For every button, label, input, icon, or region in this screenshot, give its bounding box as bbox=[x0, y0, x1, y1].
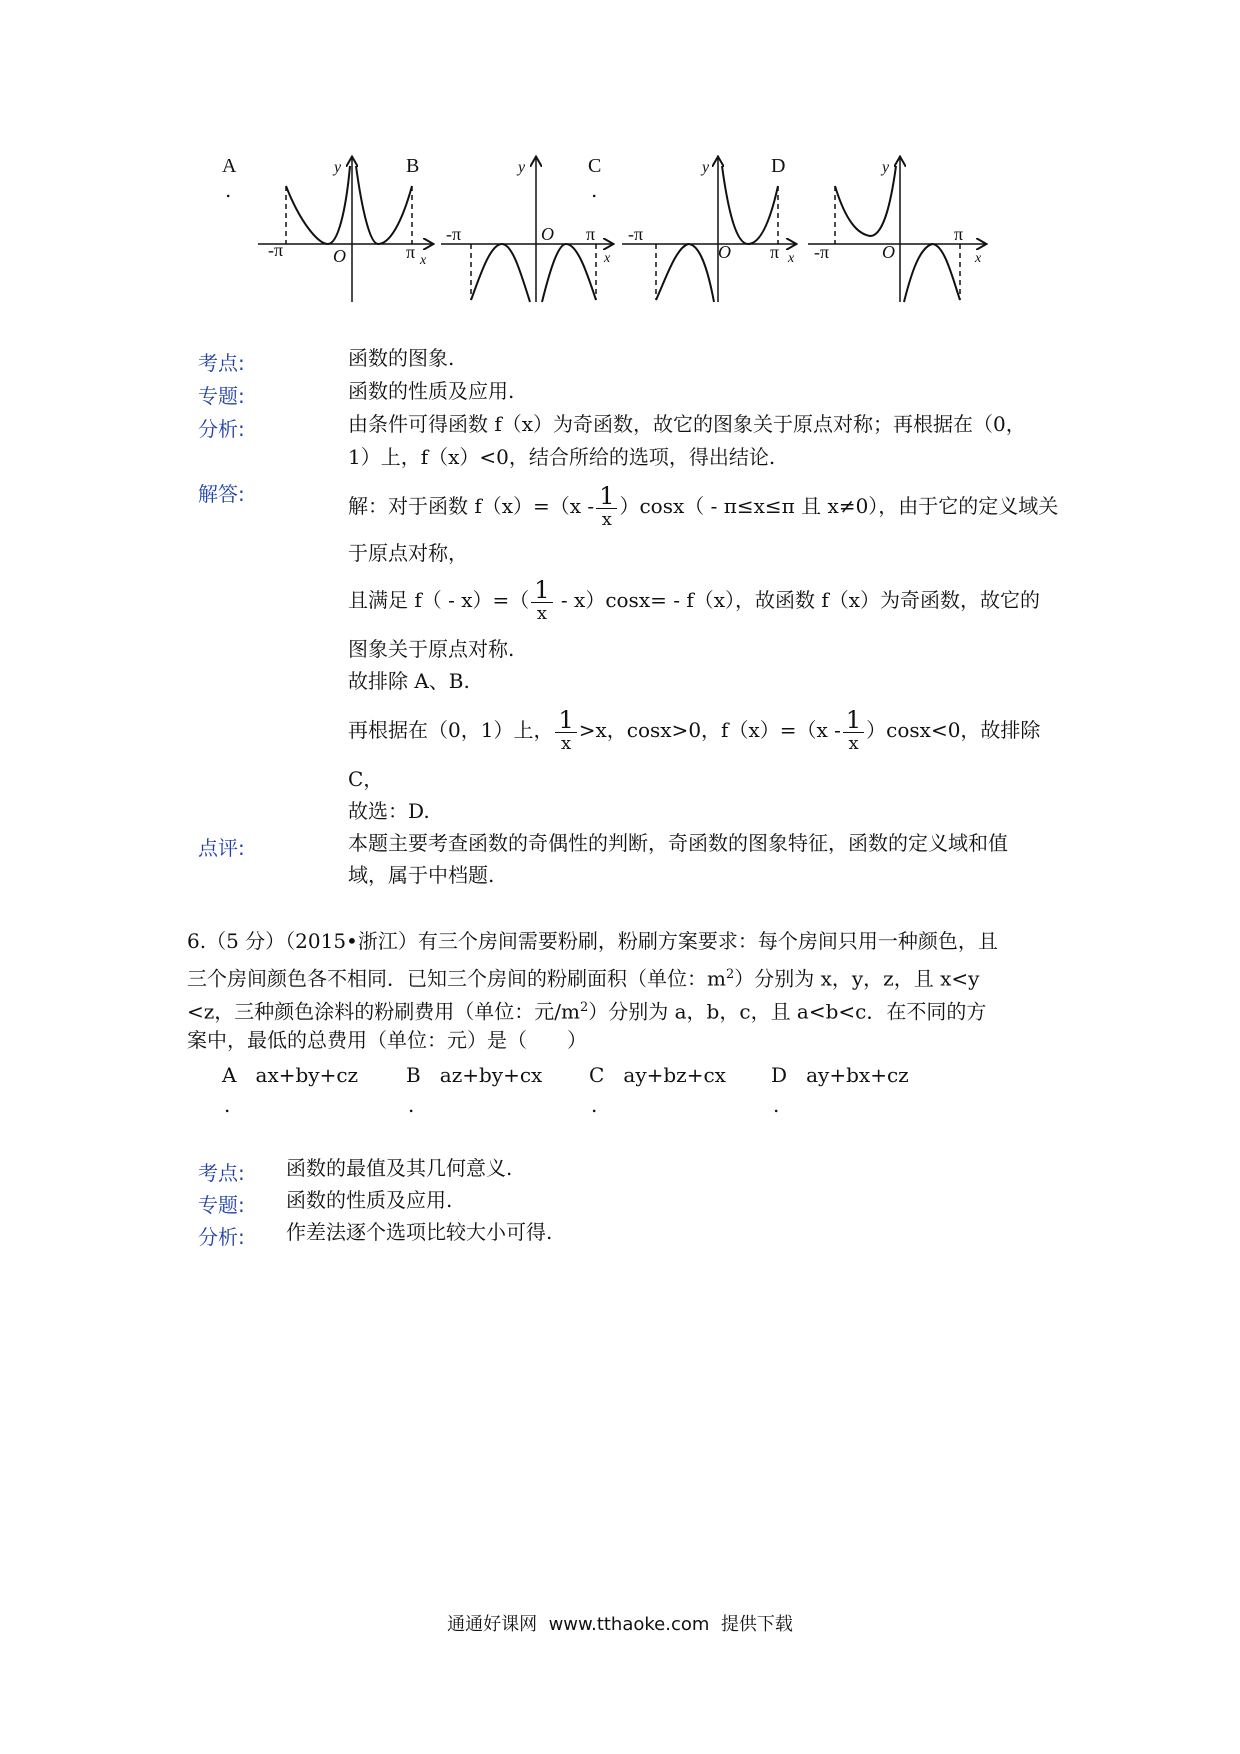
q5-zhuanti-text: 函数的性质及应用. bbox=[348, 379, 515, 403]
fraction-denominator: x bbox=[536, 603, 547, 624]
q6-stem-line-2-b: ）分别为 x，y，z，且 x<y bbox=[734, 966, 980, 991]
q6-option-d bbox=[771, 1060, 909, 1091]
q5-fenxi-line-2: 1）上，f（x）<0，结合所给的选项，得出结论. bbox=[348, 445, 776, 469]
svg-text:O: O bbox=[541, 224, 554, 244]
graph-option-a-letter: A bbox=[222, 155, 237, 177]
svg-text:O: O bbox=[882, 242, 895, 262]
q5-answer-line-3 bbox=[348, 578, 1040, 625]
q6-kaodian-label: 考点: bbox=[198, 1161, 245, 1185]
svg-text:y: y bbox=[518, 159, 526, 176]
graph-option-c-dot: . bbox=[591, 178, 598, 202]
q6-option-a-letter: A bbox=[222, 1063, 237, 1087]
q5-answer-line-6 bbox=[348, 708, 1040, 755]
svg-text:O: O bbox=[333, 246, 346, 266]
q5-answer-line-2: 于原点对称， bbox=[348, 541, 468, 565]
q6-stem-line-3-b: ）分别为 a，b，c，且 a<b<c．在不同的方 bbox=[588, 999, 987, 1024]
svg-text:-π: -π bbox=[814, 242, 830, 262]
q6-option-c-dot: . bbox=[591, 1093, 598, 1117]
q6-stem-line-4: 案中，最低的总费用（单位：元）是（ ） bbox=[187, 1028, 587, 1052]
superscript-two: 2 bbox=[725, 967, 735, 982]
page-footer: 通通好课网 www.tthaoke.com 提供下载 bbox=[447, 1614, 793, 1635]
q5-answer-line-4: 图象关于原点对称. bbox=[348, 637, 515, 661]
fraction-one-over-x bbox=[596, 484, 617, 531]
fraction-denominator: x bbox=[561, 733, 572, 754]
q6-option-c-text: ay+bz+cx bbox=[623, 1063, 726, 1087]
q6-option-b bbox=[406, 1060, 542, 1091]
q6-fenxi-label: 分析: bbox=[198, 1225, 245, 1249]
svg-text:π: π bbox=[406, 242, 416, 262]
q6-option-b-letter: B bbox=[406, 1063, 421, 1087]
q5-jieda-label: 解答: bbox=[198, 482, 245, 506]
q6-stem-line-2 bbox=[187, 959, 979, 995]
svg-text:y: y bbox=[702, 159, 710, 176]
function-graphs bbox=[0, 0, 1240, 320]
svg-text:π: π bbox=[954, 224, 964, 244]
q6-option-d-letter: D bbox=[771, 1063, 788, 1087]
fraction-one-over-x bbox=[531, 578, 552, 625]
q5-fenxi-line-1: 由条件可得函数 f（x）为奇函数，故它的图象关于原点对称；再根据在（0， bbox=[348, 412, 1026, 436]
superscript-two: 2 bbox=[580, 1000, 589, 1015]
q6-option-b-dot: . bbox=[408, 1093, 415, 1117]
q5-answer-line-3-a: 且满足 f（ - x）=（ bbox=[348, 588, 530, 612]
svg-text:-π: -π bbox=[446, 224, 462, 244]
q6-zhuanti-label: 专题: bbox=[198, 1193, 245, 1217]
q6-option-d-text: ay+bx+cz bbox=[806, 1063, 909, 1087]
svg-text:O: O bbox=[718, 242, 731, 262]
svg-text:x: x bbox=[604, 251, 611, 266]
q6-option-c bbox=[589, 1060, 726, 1091]
q5-answer-line-5: 故排除 A、B. bbox=[348, 669, 470, 693]
fraction-numerator: 1 bbox=[596, 484, 617, 509]
fraction-denominator: x bbox=[601, 509, 612, 530]
q5-answer-line-1-b: ）cosx（ - π≤x≤π 且 x≠0），由于它的定义域关 bbox=[619, 494, 1059, 518]
graph-option-c-letter: C bbox=[588, 155, 602, 177]
fraction-numerator: 1 bbox=[843, 708, 864, 733]
q5-answer-line-6-a: 再根据在（0，1）上， bbox=[348, 718, 554, 742]
svg-text:y: y bbox=[882, 159, 890, 176]
svg-text:π: π bbox=[586, 224, 596, 244]
q6-stem-line-3-a: <z，三种颜色涂料的粉刷费用（单位：元/m bbox=[187, 999, 580, 1024]
svg-text:x: x bbox=[975, 251, 982, 266]
graph-a bbox=[258, 158, 432, 302]
q5-answer-line-1 bbox=[348, 484, 1058, 531]
q6-option-a bbox=[222, 1060, 358, 1091]
q6-stem-line-3 bbox=[187, 992, 986, 1028]
q5-answer-line-6-c: ）cosx<0，故排除 bbox=[866, 718, 1041, 742]
svg-text:-π: -π bbox=[628, 224, 644, 244]
graph-option-b-letter: B bbox=[406, 155, 420, 177]
fraction-one-over-x bbox=[843, 708, 864, 755]
fraction-numerator: 1 bbox=[531, 578, 552, 603]
q5-kaodian-label: 考点: bbox=[198, 351, 245, 375]
q5-answer-line-7: C， bbox=[348, 767, 384, 791]
svg-text:x: x bbox=[420, 253, 427, 268]
q5-dianping-label: 点评: bbox=[198, 836, 245, 860]
q6-stem-line-2-a: 三个房间颜色各不相同．已知三个房间的粉刷面积（单位：m bbox=[187, 966, 726, 991]
svg-text:x: x bbox=[788, 251, 795, 266]
fraction-numerator: 1 bbox=[555, 708, 576, 733]
q6-option-a-dot: . bbox=[224, 1093, 231, 1117]
q5-fenxi-label: 分析: bbox=[198, 417, 245, 441]
fraction-denominator: x bbox=[848, 733, 859, 754]
q5-dianping-line-2: 域，属于中档题. bbox=[348, 863, 495, 887]
q5-answer-line-3-b: - x）cosx= - f（x），故函数 f（x）为奇函数，故它的 bbox=[554, 588, 1041, 612]
q6-fenxi-text: 作差法逐个选项比较大小可得. bbox=[286, 1220, 553, 1244]
q5-answer-line-8: 故选：D. bbox=[348, 799, 430, 823]
svg-text:-π: -π bbox=[268, 240, 284, 260]
q6-option-c-letter: C bbox=[589, 1063, 605, 1087]
q5-answer-line-6-b: >x，cosx>0，f（x）=（x - bbox=[578, 718, 841, 742]
q5-dianping-line-1: 本题主要考查函数的奇偶性的判断，奇函数的图象特征，函数的定义域和值 bbox=[348, 831, 1008, 855]
q5-answer-line-1-a: 解：对于函数 f（x）=（x - bbox=[348, 494, 595, 518]
q5-kaodian-text: 函数的图象. bbox=[348, 346, 455, 370]
svg-text:y: y bbox=[334, 159, 342, 176]
graph-option-a-dot: . bbox=[225, 178, 232, 202]
q6-option-d-dot: . bbox=[773, 1093, 780, 1117]
q6-stem-line-1: 6.（5 分）（2015•浙江）有三个房间需要粉刷，粉刷方案要求：每个房间只用一种颜色，且 bbox=[187, 929, 998, 953]
svg-text:π: π bbox=[770, 242, 780, 262]
q6-option-b-text: az+by+cx bbox=[439, 1063, 543, 1087]
q6-zhuanti-text: 函数的性质及应用. bbox=[286, 1188, 453, 1212]
graph-option-d-letter: D bbox=[771, 155, 786, 177]
q5-zhuanti-label: 专题: bbox=[198, 384, 245, 408]
fraction-one-over-x bbox=[555, 708, 576, 755]
q6-kaodian-text: 函数的最值及其几何意义. bbox=[286, 1156, 513, 1180]
graph-c bbox=[622, 158, 795, 302]
q6-option-a-text: ax+by+cz bbox=[255, 1063, 359, 1087]
